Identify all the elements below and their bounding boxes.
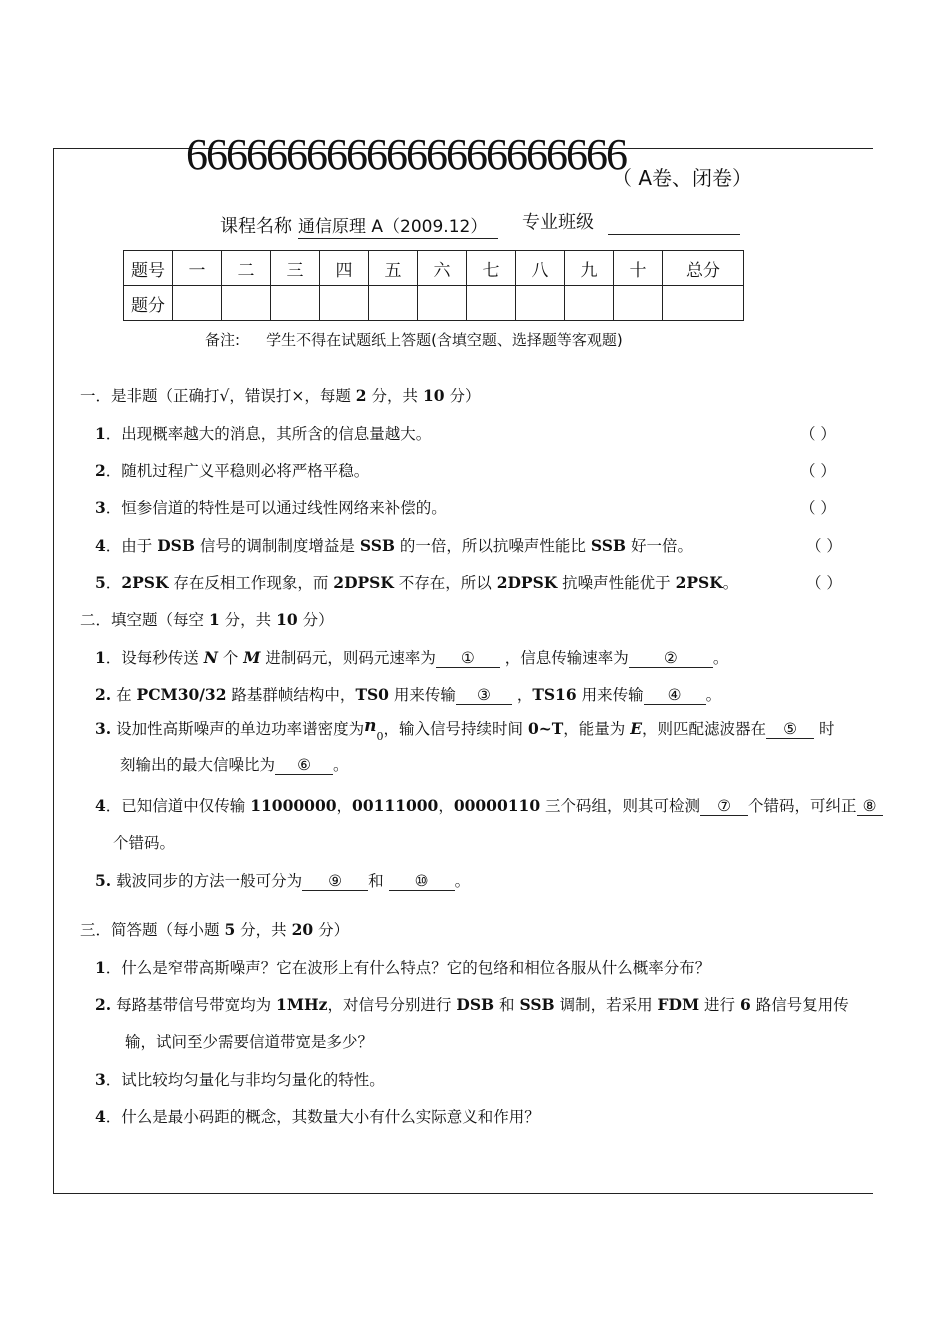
text: ，输入信号持续时间 bbox=[383, 720, 528, 738]
answer-paren: （ ） bbox=[806, 537, 842, 555]
text: 时 bbox=[814, 720, 835, 738]
text: 三．简答题（每小题 bbox=[80, 921, 225, 939]
text: 在 bbox=[111, 686, 137, 704]
text: 设加性高斯噪声的单边功率谱密度为 bbox=[111, 720, 365, 738]
score-cell-empty bbox=[565, 286, 614, 321]
score-cell: 五 bbox=[369, 251, 418, 286]
s3-question-2-line1 bbox=[95, 993, 849, 1015]
text: n bbox=[364, 716, 377, 736]
text: 好一倍。 bbox=[626, 537, 693, 555]
s2-question-3-line1 bbox=[95, 716, 834, 743]
text: ，对信号分别进行 bbox=[327, 996, 457, 1014]
score-cell-empty bbox=[320, 286, 369, 321]
text: ， bbox=[511, 686, 533, 704]
s2-question-1 bbox=[95, 646, 728, 668]
fill-blank[interactable]: ⑤ bbox=[766, 721, 814, 739]
text: 路信号复用传 bbox=[750, 996, 849, 1014]
class-blank bbox=[608, 234, 740, 235]
text: ． bbox=[105, 574, 122, 592]
text: 个错码。 bbox=[113, 834, 176, 852]
text: 路基群帧结构中， bbox=[226, 686, 356, 704]
s3-question-3 bbox=[95, 1068, 385, 1090]
question-text: ．什么是最小码距的概念，其数量大小有什么实际意义和作用？ bbox=[105, 1108, 540, 1126]
score-cell-empty bbox=[222, 286, 271, 321]
text: 分） bbox=[313, 921, 350, 939]
text: 。 bbox=[705, 686, 722, 704]
score-cell-empty bbox=[516, 286, 565, 321]
text: 0 bbox=[376, 730, 384, 743]
fill-blank[interactable]: ⑩ bbox=[389, 873, 455, 891]
text: 信号的调制制度增益是 bbox=[194, 537, 360, 555]
text: 一．是非题（正确打√，错误打×，每题 bbox=[80, 387, 356, 405]
text: 。 bbox=[712, 649, 729, 667]
answer-paren: （ ） bbox=[800, 499, 836, 517]
text: SSB bbox=[519, 995, 555, 1014]
fill-blank[interactable]: ⑨ bbox=[302, 873, 368, 891]
score-cell-empty bbox=[173, 286, 222, 321]
question-number: 3 bbox=[95, 498, 106, 517]
score-cell: 二 bbox=[222, 251, 271, 286]
question-number: 4 bbox=[95, 536, 106, 555]
text: 个错码，可纠正 bbox=[748, 797, 857, 815]
text: ，信息传输速率为 bbox=[499, 649, 629, 667]
question-number: 1 bbox=[95, 648, 106, 667]
fill-blank[interactable]: ③ bbox=[456, 687, 512, 705]
text: E bbox=[630, 719, 643, 738]
text: SSB bbox=[590, 536, 627, 555]
score-cell: 三 bbox=[271, 251, 320, 286]
class-label: 专业班级 bbox=[522, 212, 594, 233]
text: 每路基带信号带宽均为 bbox=[111, 996, 277, 1014]
score-cell-empty bbox=[614, 286, 663, 321]
text: 00111000 bbox=[352, 796, 439, 815]
score-cell: 六 bbox=[418, 251, 467, 286]
text: 存在反相工作现象，而 bbox=[168, 574, 334, 592]
text: 1MHz bbox=[276, 995, 328, 1014]
text: 2PSK bbox=[121, 573, 169, 592]
text: ．设每秒传送 bbox=[105, 649, 204, 667]
text: 2 bbox=[355, 386, 367, 405]
fill-blank[interactable]: ⑦ bbox=[700, 798, 748, 816]
fill-blank[interactable]: ② bbox=[629, 650, 713, 668]
question-text: ．恒参信道的特性是可以通过线性网络来补偿的。 bbox=[105, 499, 447, 517]
score-cell: 题号 bbox=[124, 251, 173, 286]
text: ．由于 bbox=[105, 537, 158, 555]
score-cell: 总分 bbox=[663, 251, 744, 286]
text: 10 bbox=[276, 610, 298, 629]
s2-question-5 bbox=[95, 869, 470, 891]
s1-question-2 bbox=[95, 459, 369, 481]
question-number: 4 bbox=[95, 1107, 106, 1126]
question-number: 1 bbox=[95, 424, 106, 443]
s1-question-4 bbox=[95, 534, 693, 556]
s1-question-3 bbox=[95, 496, 447, 518]
text: 调制，若采用 bbox=[554, 996, 658, 1014]
s2-question-3-line2 bbox=[120, 753, 349, 775]
s1-question-1 bbox=[95, 422, 431, 444]
s2-question-4-line1 bbox=[95, 794, 883, 816]
text: 分，共 bbox=[366, 387, 423, 405]
score-cell-empty bbox=[467, 286, 516, 321]
text: 分） bbox=[297, 611, 334, 629]
text: ，能量为 bbox=[563, 720, 631, 738]
frame-bottom-border bbox=[53, 1193, 873, 1194]
score-table bbox=[123, 250, 744, 321]
text: 二．填空题（每空 bbox=[80, 611, 209, 629]
note-text: 学生不得在试题纸上答题(含填空题、选择题等客观题) bbox=[266, 331, 623, 349]
note-label: 备注: bbox=[205, 331, 241, 349]
text: 分，共 bbox=[219, 611, 277, 629]
text: 。 bbox=[454, 872, 471, 890]
text: 载波同步的方法一般可分为 bbox=[111, 872, 303, 890]
question-number: 3. bbox=[95, 719, 112, 738]
course-label: 课程名称 bbox=[220, 216, 292, 237]
section2-title bbox=[80, 608, 334, 630]
text: ，则匹配滤波器在 bbox=[642, 720, 767, 738]
text: 分，共 bbox=[235, 921, 292, 939]
answer-paren: （ ） bbox=[806, 574, 842, 592]
s3-question-1 bbox=[95, 956, 710, 978]
answer-paren: （ ） bbox=[800, 462, 836, 480]
text: 刻输出的最大信噪比为 bbox=[120, 756, 276, 774]
score-cell: 一 bbox=[173, 251, 222, 286]
text: 10 bbox=[422, 386, 445, 405]
s3-question-4 bbox=[95, 1105, 540, 1127]
text: N bbox=[203, 648, 218, 667]
text: 个 bbox=[217, 649, 244, 667]
text: TS0 bbox=[355, 685, 389, 704]
text: 。 bbox=[333, 756, 349, 774]
text: 抗噪声性能优于 bbox=[557, 574, 676, 592]
text: ， bbox=[336, 797, 353, 815]
text: 输，试问至少需要信道带宽是多少？ bbox=[125, 1033, 374, 1051]
text: 5 bbox=[224, 920, 236, 939]
frame-left-border bbox=[53, 148, 54, 1194]
text: 进行 bbox=[699, 996, 740, 1014]
text: FDM bbox=[657, 995, 700, 1014]
question-number: 5 bbox=[95, 573, 106, 592]
question-text: ．什么是窄带高斯噪声？它在波形上有什么特点？它的包络和相位各服从什么概率分布？ bbox=[105, 959, 711, 977]
score-cell: 八 bbox=[516, 251, 565, 286]
s2-question-4-line2 bbox=[113, 831, 175, 853]
score-cell-empty bbox=[271, 286, 320, 321]
question-number: 5. bbox=[95, 871, 112, 890]
question-number: 4 bbox=[95, 796, 106, 815]
text: 1 bbox=[208, 610, 220, 629]
section1-title bbox=[80, 384, 480, 406]
question-number: 2 bbox=[95, 461, 106, 480]
answer-paren: （ ） bbox=[800, 425, 836, 443]
text: DSB bbox=[157, 536, 195, 555]
text: 2DPSK bbox=[496, 573, 558, 592]
text: 的一倍，所以抗噪声性能比 bbox=[395, 537, 591, 555]
fill-blank[interactable]: ⑥ bbox=[275, 757, 333, 775]
text: 。 bbox=[722, 574, 739, 592]
text: 用来传输 bbox=[388, 686, 456, 704]
paper-type: （ A卷、闭卷） bbox=[612, 166, 753, 190]
fill-blank[interactable]: ⑧ bbox=[857, 798, 883, 816]
text: 用来传输 bbox=[576, 686, 644, 704]
text: DSB bbox=[456, 995, 495, 1014]
text: TS16 bbox=[532, 685, 577, 704]
text: 00000110 bbox=[453, 796, 541, 815]
score-cell: 七 bbox=[467, 251, 516, 286]
text: 20 bbox=[291, 920, 314, 939]
text: ．已知信道中仅传输 bbox=[105, 797, 251, 815]
s3-question-2-line2 bbox=[125, 1030, 373, 1052]
question-text: ．随机过程广义平稳则必将严格平稳。 bbox=[105, 462, 370, 480]
question-number: 2. bbox=[95, 995, 112, 1014]
text: 分） bbox=[444, 387, 481, 405]
text: ， bbox=[438, 797, 454, 815]
text: 0~T bbox=[527, 719, 564, 738]
section3-title bbox=[80, 918, 349, 940]
text: 2DPSK bbox=[333, 573, 394, 592]
course-value: 通信原理 A（2009.12） bbox=[298, 212, 498, 239]
note bbox=[205, 329, 623, 350]
text: 和 bbox=[368, 872, 389, 890]
text: 11000000 bbox=[250, 796, 337, 815]
question-number: 2. bbox=[95, 685, 112, 704]
score-cell-empty bbox=[369, 286, 418, 321]
text: 6 bbox=[739, 995, 751, 1014]
s2-question-2 bbox=[95, 683, 721, 705]
text: 不存在，所以 bbox=[393, 574, 497, 592]
text: SSB bbox=[359, 536, 395, 555]
s1-question-5 bbox=[95, 571, 738, 593]
question-text: ．出现概率越大的消息，其所含的信息量越大。 bbox=[105, 425, 432, 443]
text: 三个码组，则其可检测 bbox=[540, 797, 701, 815]
score-cell: 九 bbox=[565, 251, 614, 286]
question-number: 3 bbox=[95, 1070, 106, 1089]
score-cell-empty bbox=[418, 286, 467, 321]
score-cell: 题分 bbox=[124, 286, 173, 321]
question-text: ．试比较均匀量化与非均匀量化的特性。 bbox=[105, 1071, 385, 1089]
text: 和 bbox=[494, 996, 520, 1014]
text: PCM30/32 bbox=[136, 685, 227, 704]
question-number: 1 bbox=[95, 958, 106, 977]
text: 进制码元，则码元速率为 bbox=[260, 649, 436, 667]
text: M bbox=[243, 648, 261, 667]
score-cell: 四 bbox=[320, 251, 369, 286]
score-table-row-score bbox=[124, 286, 744, 321]
score-cell-empty bbox=[663, 286, 744, 321]
text: 2PSK bbox=[675, 573, 723, 592]
score-cell: 十 bbox=[614, 251, 663, 286]
fill-blank[interactable]: ④ bbox=[644, 687, 706, 705]
score-table-row-number bbox=[124, 251, 744, 286]
fill-blank[interactable]: ① bbox=[436, 650, 500, 668]
exam-title: 6666666666666666666666 bbox=[186, 130, 626, 179]
